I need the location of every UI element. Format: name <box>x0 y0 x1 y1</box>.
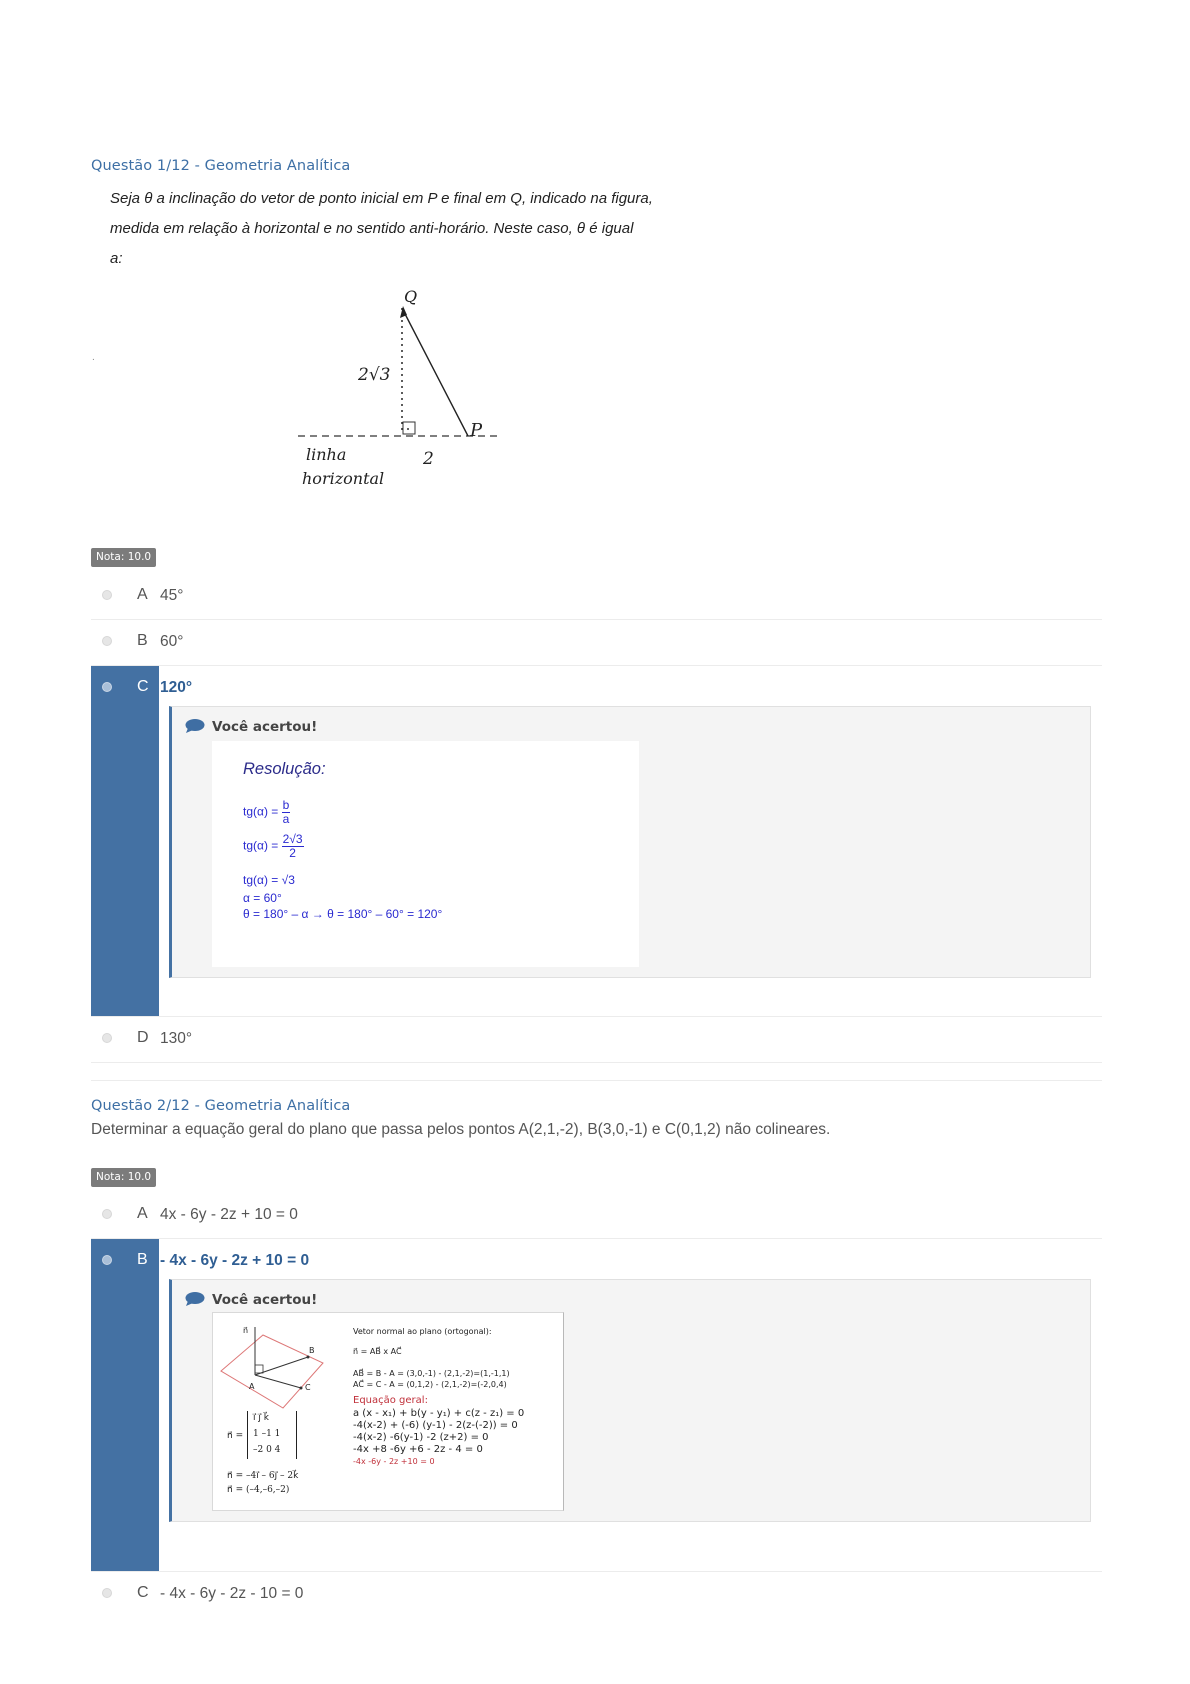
feedback-panel <box>169 1279 1091 1522</box>
feedback-heading-text: Você acertou! <box>212 719 318 735</box>
question-2-options <box>91 1193 1102 1617</box>
option-text: 60° <box>160 633 184 650</box>
point-b-label: B <box>309 1346 315 1355</box>
sol-line-6: a (x - x₁) + b(y - y₁) + c(z - z₁) = 0 <box>353 1408 525 1419</box>
point-c-label: C <box>305 1383 311 1392</box>
normal-vector-result-1: n⃗ = –4i⃗ – 6j⃗ – 2k⃗ <box>227 1471 299 1481</box>
feedback-heading <box>172 1280 1090 1308</box>
option-text: 4x - 6y - 2z + 10 = 0 <box>160 1206 298 1223</box>
prompt-line-2: medida em relação à horizontal e no sentido anti-horário. Neste caso, θ é igual <box>110 220 634 237</box>
point-a-label: A <box>249 1382 255 1391</box>
sol-line-4: AC⃗ = C - A = (0,1,2) - (2,1,-2)=(-2,0,4) <box>353 1380 507 1389</box>
solution-image <box>212 1312 564 1511</box>
option-a[interactable] <box>91 1193 1102 1239</box>
option-letter: C <box>137 1584 149 1601</box>
eq-line-1: tg(α) = $\frac{b}{a}$ <box>243 798 290 826</box>
sol-line-3: AB⃗ = B - A = (3,0,-1) - (2,1,-2)=(1,-1,1) <box>353 1369 510 1378</box>
grade-badge: Nota: 10.0 <box>91 548 156 567</box>
comment-icon <box>185 1292 205 1306</box>
matrix-row-3: –2 0 4 <box>253 1445 281 1455</box>
label-height: 2√3 <box>358 365 391 385</box>
option-text: 45° <box>160 587 184 604</box>
stray-dot: . <box>92 352 95 363</box>
label-p: P <box>470 420 483 441</box>
option-letter: B <box>137 632 148 649</box>
resolution-image <box>212 741 639 967</box>
matrix-row-2: 1 –1 1 <box>253 1429 281 1439</box>
option-b[interactable] <box>91 620 1102 666</box>
radio-option-a[interactable] <box>102 590 112 600</box>
sol-line-5: Equação geral: <box>353 1395 428 1406</box>
question-1-prompt <box>110 184 710 274</box>
plane-diagram <box>213 1313 353 1413</box>
eq-line-2: tg(α) = $\frac{2√3}{2}$ <box>243 832 303 860</box>
divider <box>91 1080 1102 1081</box>
radio-option-d[interactable] <box>102 1033 112 1043</box>
vector-figure <box>290 288 520 508</box>
eq-line-4: α = 60° <box>243 891 282 905</box>
right-angle-mark <box>403 422 415 434</box>
option-letter: A <box>137 586 148 603</box>
option-text: 130° <box>160 1030 193 1047</box>
option-c[interactable] <box>91 1572 1102 1617</box>
prompt-line-3: a: <box>110 250 123 267</box>
grade-badge: Nota: 10.0 <box>91 1168 156 1187</box>
option-b[interactable] <box>91 1239 1102 1572</box>
question-2-title: Questão 2/12 - Geometria Analítica <box>91 1098 351 1114</box>
option-text: - 4x - 6y - 2z + 10 = 0 <box>160 1252 310 1269</box>
option-c[interactable] <box>91 666 1102 1017</box>
option-a[interactable] <box>91 574 1102 620</box>
normal-vector-result-2: n⃗ = (–4,–6,–2) <box>227 1485 290 1495</box>
sol-line-2: n⃗ = AB⃗ x AC⃗ <box>353 1347 402 1356</box>
matrix-lhs: n⃗ = <box>227 1431 244 1441</box>
option-letter: A <box>137 1205 148 1222</box>
resolution-title: Resolução: <box>243 760 326 778</box>
label-horizontal-word: horizontal <box>302 469 385 488</box>
radio-option-a[interactable] <box>102 1209 112 1219</box>
sol-line-8: -4(x-2) -6(y-1) -2 (z+2) = 0 <box>353 1432 489 1443</box>
option-text: - 4x - 6y - 2z - 10 = 0 <box>160 1585 304 1602</box>
radio-option-c[interactable] <box>102 682 112 692</box>
radio-option-c[interactable] <box>102 1588 112 1598</box>
eq-line-3: tg(α) = √3 <box>243 873 295 887</box>
sol-line-1: Vetor normal ao plano (ortogonal): <box>353 1327 492 1336</box>
label-base: 2 <box>423 449 434 469</box>
prompt-line-1: Seja θ a inclinação do vetor de ponto inicial em P e final em Q, indicado na figura, <box>110 190 653 207</box>
radio-option-b[interactable] <box>102 1255 112 1265</box>
option-letter: C <box>137 678 149 695</box>
radio-option-b[interactable] <box>102 636 112 646</box>
sol-line-7: -4(x-2) + (-6) (y-1) - 2(z-(-2)) = 0 <box>353 1420 518 1431</box>
question-2-prompt: Determinar a equação geral do plano que passa pelos pontos A(2,1,-2), B(3,0,-1) e C(0,1,2) não colineares. <box>91 1121 831 1138</box>
matrix-row-1: i⃗ j⃗ k⃗ <box>253 1413 269 1423</box>
feedback-panel <box>169 706 1091 978</box>
feedback-heading <box>172 707 1090 735</box>
feedback-heading-text: Você acertou! <box>212 1292 318 1308</box>
option-d[interactable] <box>91 1017 1102 1063</box>
option-letter: B <box>137 1251 148 1268</box>
comment-icon <box>185 719 205 733</box>
label-line-word: linha <box>306 445 347 464</box>
sol-line-9: -4x +8 -6y +6 - 2z - 4 = 0 <box>353 1444 483 1455</box>
vector-pq <box>403 310 468 436</box>
eq-line-5: θ = 180° – α → θ = 180° – 60° = 120° <box>243 907 443 921</box>
option-text: 120° <box>160 679 193 696</box>
sol-line-10: -4x -6y - 2z +10 = 0 <box>353 1457 435 1466</box>
question-1-options <box>91 574 1102 1063</box>
question-1-title: Questão 1/12 - Geometria Analítica <box>91 158 351 174</box>
label-q: Q <box>404 288 418 306</box>
normal-vector-label: n⃗ <box>243 1326 249 1335</box>
option-letter: D <box>137 1029 149 1046</box>
